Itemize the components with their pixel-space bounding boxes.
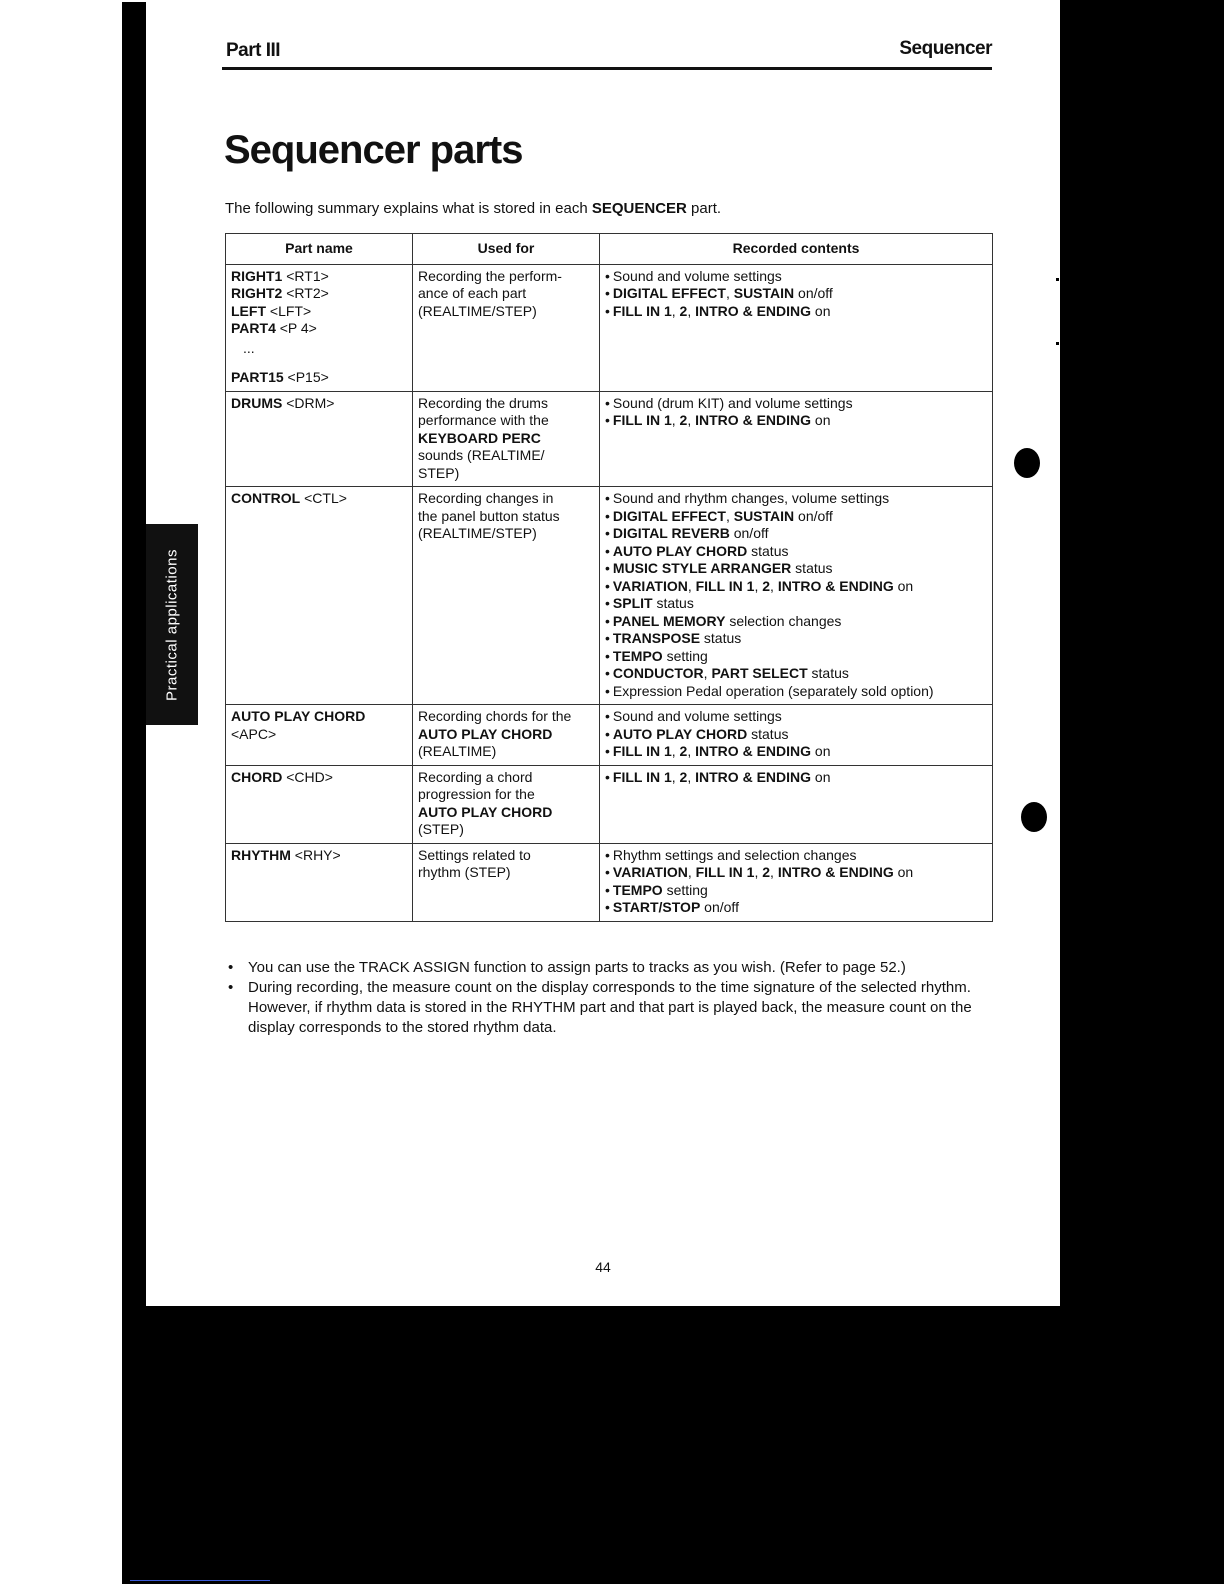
contents-bullet	[605, 285, 987, 303]
used-for-cell	[413, 264, 600, 391]
note-item: • During recording, the measure count on the display corresponds to the time signature of the selected rhythm. However, if rhythm data is stored in the RHYTHM part and that part is played back, the measure count on the display corresponds to the stored rhythm data.	[228, 978, 998, 1038]
manual-page	[146, 0, 1060, 1306]
part-name: RIGHT2	[231, 285, 283, 301]
contents-segment: CONDUCTOR	[612, 665, 704, 681]
column-header-recorded-contents: Recorded contents	[600, 234, 993, 265]
part-name-cell	[226, 765, 413, 843]
part-abbrev: <RT2>	[282, 285, 329, 301]
contents-segment: 2	[679, 412, 688, 428]
contents-segment: SUSTAIN	[733, 507, 795, 524]
used-for-line: Recording a chord	[418, 768, 533, 785]
side-tab	[146, 524, 198, 725]
contents-segment: Sound and volume settings	[612, 708, 782, 724]
contents-segment: Sound and rhythm changes, volume settings	[612, 490, 890, 506]
contents-segment: on	[811, 743, 831, 759]
contents-segment: INTRO & ENDING	[777, 577, 894, 594]
recorded-contents-cell	[600, 391, 993, 487]
contents-bullet	[605, 578, 987, 596]
used-for-line: AUTO PLAY CHORD	[418, 803, 553, 820]
contents-segment: on/off	[700, 899, 739, 915]
table-row	[226, 843, 993, 921]
contents-segment: TEMPO	[612, 881, 663, 898]
contents-segment: ,	[671, 743, 680, 759]
contents-segment: on/off	[794, 507, 833, 524]
contents-segment: ,	[770, 577, 778, 594]
used-for-line: AUTO PLAY CHORD	[418, 725, 553, 742]
contents-bullet	[605, 665, 987, 683]
scan-margin-left	[0, 0, 122, 1584]
contents-segment: on	[893, 577, 914, 594]
contents-segment: Sound and volume settings	[612, 267, 782, 284]
table-row	[226, 705, 993, 766]
contents-segment: on/off	[729, 525, 769, 541]
contents-segment: FILL IN 1	[612, 743, 672, 759]
part-name: PART4	[231, 320, 276, 336]
contents-segment: SUSTAIN	[733, 285, 795, 301]
used-for-line: (REALTIME/STEP)	[418, 302, 537, 319]
column-header-used-for: Used for	[413, 234, 600, 265]
contents-segment: VARIATION	[612, 577, 688, 594]
contents-segment: on	[811, 412, 831, 428]
intro-before: The following summary explains what is stored in each	[225, 200, 592, 217]
recorded-contents-cell	[600, 264, 993, 391]
contents-segment: on/off	[794, 285, 833, 301]
contents-bullet	[605, 395, 987, 413]
part-name-cell	[226, 705, 413, 766]
header-rule	[222, 67, 992, 70]
part-name-line	[231, 490, 407, 508]
part-abbrev: <CTL>	[300, 490, 347, 506]
part-name: DRUMS	[231, 394, 283, 411]
contents-bullet	[605, 595, 987, 613]
contents-segment: status	[747, 725, 789, 742]
used-for-line: STEP)	[418, 464, 460, 481]
used-for-cell	[413, 391, 600, 487]
spacer	[231, 359, 407, 369]
contents-segment: Rhythm settings and selection changes	[612, 846, 857, 863]
contents-segment: selection changes	[725, 612, 842, 629]
contents-segment: SPLIT	[612, 595, 653, 611]
contents-bullet	[605, 525, 987, 543]
contents-bullet	[605, 268, 987, 286]
contents-segment: setting	[662, 881, 708, 898]
contents-segment: VARIATION	[612, 864, 688, 880]
used-for-line: rhythm (STEP)	[418, 864, 511, 880]
used-for-line: KEYBOARD PERC	[418, 429, 541, 446]
header-section: Sequencer	[899, 38, 992, 59]
contents-segment: ,	[703, 665, 712, 681]
notes-list	[228, 958, 998, 1038]
used-for-line: Recording changes in	[418, 490, 554, 506]
used-for-line: performance with the	[418, 412, 549, 428]
contents-bullet	[605, 613, 987, 631]
binder-hole-dot	[1021, 802, 1047, 832]
contents-segment: INTRO & ENDING	[695, 302, 812, 319]
table-row	[226, 391, 993, 487]
used-for-line: Recording the drums	[418, 394, 548, 411]
contents-segment: 2	[679, 743, 688, 759]
contents-segment: ,	[687, 768, 696, 785]
scan-speck	[1056, 278, 1059, 281]
table-row	[226, 264, 993, 391]
used-for-cell	[413, 765, 600, 843]
contents-segment: DIGITAL EFFECT	[612, 507, 726, 524]
contents-bullet	[605, 508, 987, 526]
contents-bullet	[605, 726, 987, 744]
contents-segment: status	[807, 665, 849, 681]
page-number: 44	[595, 1259, 611, 1275]
contents-bullet	[605, 743, 987, 761]
recorded-contents-cell	[600, 843, 993, 921]
contents-bullet	[605, 303, 987, 321]
part-name-line	[231, 708, 407, 726]
contents-segment: ,	[671, 768, 680, 785]
scan-speck	[1056, 342, 1059, 345]
contents-segment: DIGITAL EFFECT	[612, 285, 726, 301]
contents-bullet	[605, 412, 987, 430]
contents-segment: 2	[679, 768, 688, 785]
part-name-cell	[226, 391, 413, 487]
contents-segment: START/STOP	[612, 899, 701, 915]
part-abbrev: <DRM>	[282, 394, 335, 411]
contents-segment: ,	[687, 743, 696, 759]
contents-segment: setting	[662, 647, 708, 664]
contents-segment: status	[652, 595, 694, 611]
contents-segment: DIGITAL REVERB	[612, 525, 730, 541]
part-name-line	[231, 303, 407, 321]
part-name-line	[231, 369, 407, 387]
contents-segment: on	[811, 302, 831, 319]
contents-bullet	[605, 683, 987, 701]
part-name-line	[231, 268, 407, 286]
sequencer-parts-table	[225, 233, 993, 922]
contents-segment: ,	[725, 507, 734, 524]
part-name-line	[231, 285, 407, 303]
part-name-line	[231, 395, 407, 413]
used-for-line: progression for the	[418, 786, 535, 802]
used-for-line: Recording chords for the	[418, 708, 572, 724]
contents-segment: FILL IN 1	[612, 768, 672, 785]
part-name-line	[231, 769, 407, 787]
part-name: RIGHT1	[231, 267, 283, 284]
contents-segment: AUTO PLAY CHORD	[612, 725, 748, 742]
contents-bullet	[605, 899, 987, 917]
contents-segment: INTRO & ENDING	[777, 864, 894, 880]
contents-segment: MUSIC STYLE ARRANGER	[612, 560, 792, 576]
used-for-line: the panel button status	[418, 507, 560, 524]
used-for-line: Recording the perform-	[418, 267, 562, 284]
recorded-contents-cell	[600, 487, 993, 705]
part-name: PART15	[231, 369, 284, 385]
contents-bullet	[605, 490, 987, 508]
column-header-part-name: Part name	[226, 234, 413, 265]
used-for-line: (REALTIME)	[418, 743, 497, 759]
table-row	[226, 765, 993, 843]
contents-segment: Sound (drum KIT) and volume settings	[612, 394, 853, 411]
used-for-line: ance of each part	[418, 285, 527, 301]
binder-hole-dot	[1014, 448, 1040, 478]
contents-bullet	[605, 560, 987, 578]
contents-segment: 2	[762, 864, 771, 880]
part-abbrev: <P15>	[283, 369, 329, 385]
part-name-line	[231, 847, 407, 865]
contents-segment: on	[811, 768, 831, 785]
contents-bullet	[605, 648, 987, 666]
part-name-cell	[226, 264, 413, 391]
part-name-cell	[226, 487, 413, 705]
contents-segment: status	[747, 542, 789, 559]
table-row	[226, 487, 993, 705]
page-title: Sequencer parts	[224, 128, 523, 172]
contents-segment: FILL IN 1	[695, 577, 755, 594]
part-ellipsis: ...	[243, 339, 255, 356]
intro-after: part.	[686, 200, 722, 217]
contents-segment: on	[893, 864, 914, 880]
contents-bullet	[605, 769, 987, 787]
part-name: LEFT	[231, 302, 266, 319]
contents-segment: 2	[762, 577, 771, 594]
used-for-line: sounds (REALTIME/	[418, 447, 545, 463]
side-tab-label: Practical applications	[163, 548, 181, 701]
contents-segment: ,	[754, 577, 763, 594]
table-header-row	[226, 234, 993, 265]
contents-bullet	[605, 630, 987, 648]
part-name-line	[231, 320, 407, 338]
contents-segment: ,	[725, 285, 734, 301]
part-name-cell	[226, 843, 413, 921]
header-part: Part III	[226, 40, 281, 61]
used-for-line: (REALTIME/STEP)	[418, 525, 537, 541]
contents-segment: ,	[687, 864, 696, 880]
contents-segment: INTRO & ENDING	[695, 743, 812, 759]
used-for-line: (STEP)	[418, 821, 464, 837]
contents-segment: PART SELECT	[711, 665, 808, 681]
contents-segment: ,	[687, 412, 696, 428]
contents-segment: ,	[687, 577, 696, 594]
contents-segment: ,	[770, 864, 778, 880]
contents-segment: status	[700, 630, 742, 646]
contents-bullet	[605, 864, 987, 882]
used-for-cell	[413, 843, 600, 921]
scan-edge-line	[130, 1580, 270, 1581]
contents-segment: ,	[671, 302, 680, 319]
contents-bullet	[605, 847, 987, 865]
contents-segment: FILL IN 1	[612, 302, 672, 319]
part-abbrev: <RHY>	[290, 846, 341, 863]
contents-segment: TRANSPOSE	[612, 630, 701, 646]
part-name: AUTO PLAY CHORD	[231, 708, 366, 724]
contents-segment: AUTO PLAY CHORD	[612, 542, 748, 559]
contents-bullet	[605, 708, 987, 726]
contents-segment: 2	[679, 302, 688, 319]
contents-bullet	[605, 882, 987, 900]
contents-segment: INTRO & ENDING	[695, 768, 812, 785]
part-abbrev: <LFT>	[266, 302, 312, 319]
contents-segment: Expression Pedal operation (separately sold option)	[612, 682, 934, 699]
contents-bullet	[605, 543, 987, 561]
part-abbrev: <RT1>	[282, 267, 329, 284]
part-abbrev: <APC>	[231, 725, 277, 742]
part-name: RHYTHM	[231, 846, 291, 863]
contents-segment: ,	[754, 864, 763, 880]
part-abbrev: <P 4>	[275, 320, 317, 336]
used-for-cell	[413, 487, 600, 705]
table-body	[226, 264, 993, 921]
recorded-contents-cell	[600, 705, 993, 766]
used-for-cell	[413, 705, 600, 766]
part-name-line	[231, 726, 407, 744]
recorded-contents-cell	[600, 765, 993, 843]
contents-segment: PANEL MEMORY	[612, 612, 726, 629]
contents-segment: ,	[671, 412, 680, 428]
contents-segment: FILL IN 1	[695, 864, 755, 880]
contents-segment: FILL IN 1	[612, 412, 672, 428]
intro-bold: SEQUENCER	[591, 200, 687, 217]
contents-segment: ,	[687, 302, 696, 319]
contents-segment: TEMPO	[612, 647, 663, 664]
intro-text	[225, 200, 721, 217]
part-name: CHORD	[231, 768, 283, 785]
part-abbrev: <CHD>	[282, 768, 333, 785]
used-for-line: Settings related to	[418, 846, 531, 863]
note-item: • You can use the TRACK ASSIGN function to assign parts to tracks as you wish. (Refer to page 52.)	[228, 958, 998, 978]
contents-segment: INTRO & ENDING	[695, 412, 812, 428]
part-name: CONTROL	[231, 490, 301, 506]
contents-segment: status	[791, 560, 833, 576]
